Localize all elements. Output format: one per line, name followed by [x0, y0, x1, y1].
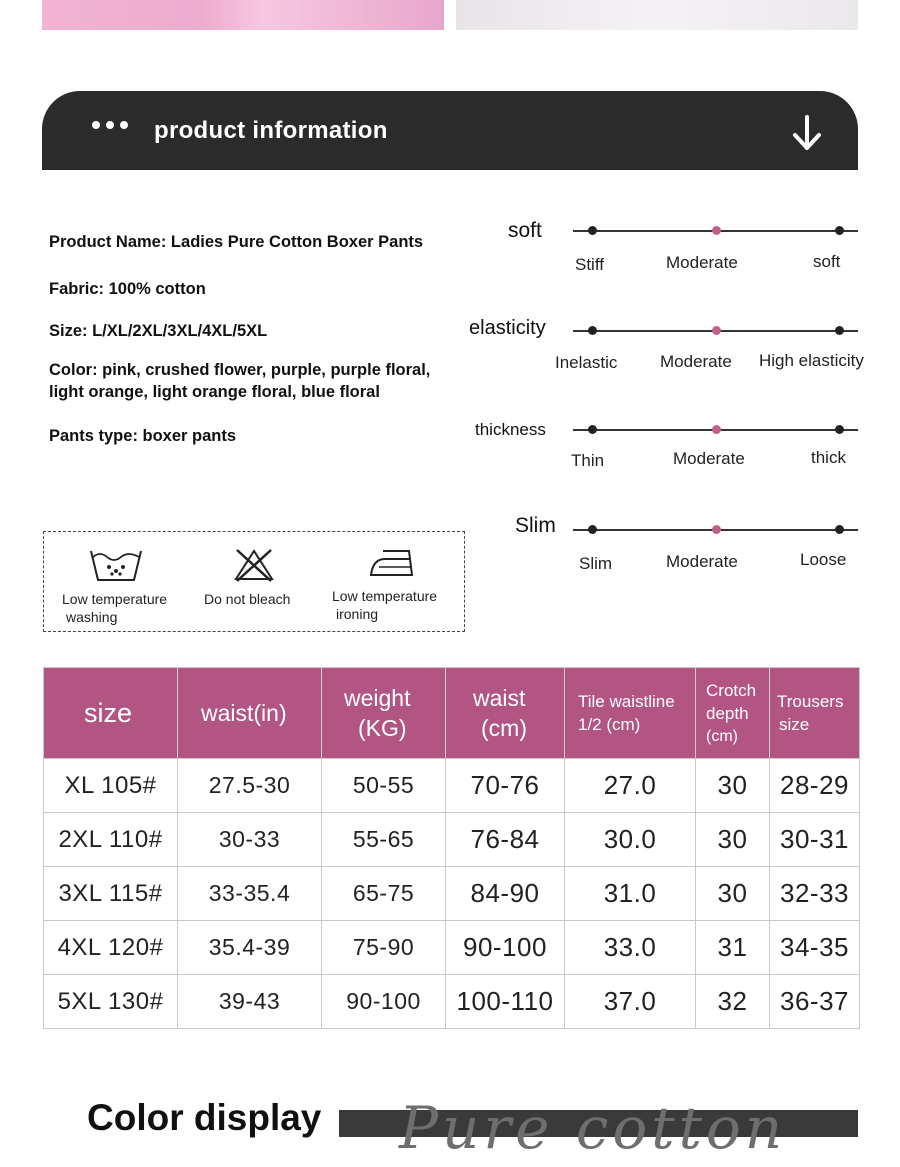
care-bleach-text: Do not bleach: [204, 591, 291, 607]
table-row: [44, 759, 860, 813]
cell-waist-in: 33-35.4: [178, 867, 322, 921]
cell-tile-waistline: 33.0: [565, 921, 696, 975]
softness-dot-stiff: [588, 226, 597, 235]
thickness-option-thin: Thin: [571, 451, 605, 470]
table-row: [44, 813, 860, 867]
header-trousers-size: Trousers size: [770, 668, 860, 759]
no-bleach-icon: [233, 548, 275, 582]
size-table-header-row: [44, 668, 860, 759]
care-iron-text: Low temperature ironing: [332, 588, 438, 622]
product-pants-type: Pants type: boxer pants: [49, 427, 237, 445]
cell-tile-waistline: 37.0: [565, 975, 696, 1029]
thickness-dot-thin: [588, 425, 597, 434]
product-photo-pink: [42, 0, 444, 30]
cell-trousers-size: 28-29: [770, 759, 860, 813]
cell-waist-in: 30-33: [178, 813, 322, 867]
elasticity-option-inelastic: Inelastic: [555, 353, 618, 372]
care-instructions-box: [43, 531, 465, 632]
color-display-banner: [339, 1094, 858, 1162]
softness-option-stiff: Stiff: [575, 255, 604, 274]
cell-waist-in: 27.5-30: [178, 759, 322, 813]
elasticity-dot-high: [835, 326, 844, 335]
cell-waist-in: 35.4-39: [178, 921, 322, 975]
cell-size: 4XL 120#: [44, 921, 178, 975]
softness-label: soft: [508, 219, 542, 242]
elasticity-option-moderate: Moderate: [660, 352, 732, 371]
fit-option-loose: Loose: [800, 550, 847, 569]
cell-weight: 65-75: [322, 867, 446, 921]
cell-crotch-depth: 32: [696, 975, 770, 1029]
cell-trousers-size: 34-35: [770, 921, 860, 975]
wash-tub-icon: [88, 547, 144, 583]
care-wash-text: Low temperature washing: [62, 591, 168, 625]
cell-weight: 75-90: [322, 921, 446, 975]
product-color-line-2: light orange, light orange floral, blue floral: [49, 383, 380, 401]
arrow-down-icon: [790, 113, 824, 153]
iron-icon: [369, 549, 415, 579]
cell-tile-waistline: 27.0: [565, 759, 696, 813]
cell-waist-cm: 70-76: [446, 759, 565, 813]
softness-option-moderate: Moderate: [666, 253, 738, 272]
cell-trousers-size: 32-33: [770, 867, 860, 921]
elasticity-label: elasticity: [469, 317, 546, 339]
product-photo-grey: [456, 0, 858, 30]
cell-weight: 90-100: [322, 975, 446, 1029]
cell-size: 5XL 130#: [44, 975, 178, 1029]
product-color-line-1: Color: pink, crushed flower, purple, purple floral,: [49, 361, 431, 379]
product-info-banner: [42, 91, 858, 170]
thickness-option-thick: thick: [811, 448, 846, 467]
cell-trousers-size: 36-37: [770, 975, 860, 1029]
watermark-text: Pure cotton: [399, 1094, 787, 1162]
product-fabric: Fabric: 100% cotton: [49, 280, 206, 298]
size-table: [43, 667, 860, 1029]
header-weight: weight (KG): [322, 668, 446, 759]
cell-waist-cm: 100-110: [446, 975, 565, 1029]
banner-title: product information: [154, 117, 388, 144]
product-size: Size: L/XL/2XL/3XL/4XL/5XL: [49, 322, 268, 340]
cell-crotch-depth: 30: [696, 867, 770, 921]
table-row: [44, 975, 860, 1029]
thickness-label: thickness: [475, 420, 546, 439]
table-row: [44, 867, 860, 921]
product-name: Product Name: Ladies Pure Cotton Boxer Pants: [49, 233, 424, 251]
cell-waist-cm: 76-84: [446, 813, 565, 867]
cell-trousers-size: 30-31: [770, 813, 860, 867]
header-size: size: [44, 668, 178, 759]
cell-crotch-depth: 30: [696, 813, 770, 867]
cell-waist-in: 39-43: [178, 975, 322, 1029]
fit-option-moderate: Moderate: [666, 552, 738, 571]
fit-label: Slim: [515, 514, 556, 537]
header-crotch-depth: Crotch depth (cm): [696, 668, 770, 759]
thickness-option-moderate: Moderate: [673, 449, 745, 468]
cell-weight: 50-55: [322, 759, 446, 813]
fit-dot-moderate: [712, 525, 721, 534]
fit-dot-loose: [835, 525, 844, 534]
cell-size: 3XL 115#: [44, 867, 178, 921]
softness-dot-moderate: [712, 226, 721, 235]
cell-size: 2XL 110#: [44, 813, 178, 867]
header-waist-in: waist(in): [178, 668, 322, 759]
cell-crotch-depth: 30: [696, 759, 770, 813]
header-waist-cm: waist (cm): [446, 668, 565, 759]
elasticity-dot-inelastic: [588, 326, 597, 335]
table-row: [44, 921, 860, 975]
thickness-dot-thick: [835, 425, 844, 434]
elasticity-dot-moderate: [712, 326, 721, 335]
color-display-title: Color display: [87, 1097, 322, 1138]
elasticity-option-high: High elasticity: [759, 351, 864, 370]
cell-crotch-depth: 31: [696, 921, 770, 975]
cell-waist-cm: 90-100: [446, 921, 565, 975]
cell-size: XL 105#: [44, 759, 178, 813]
cell-waist-cm: 84-90: [446, 867, 565, 921]
fit-option-slim: Slim: [579, 554, 613, 573]
fit-dot-slim: [588, 525, 597, 534]
dots-icon: [92, 121, 128, 129]
cell-weight: 55-65: [322, 813, 446, 867]
header-tile-waistline: Tile waistline 1/2 (cm): [565, 668, 696, 759]
thickness-dot-moderate: [712, 425, 721, 434]
softness-option-soft: soft: [813, 252, 841, 271]
cell-tile-waistline: 31.0: [565, 867, 696, 921]
softness-dot-soft: [835, 226, 844, 235]
cell-tile-waistline: 30.0: [565, 813, 696, 867]
